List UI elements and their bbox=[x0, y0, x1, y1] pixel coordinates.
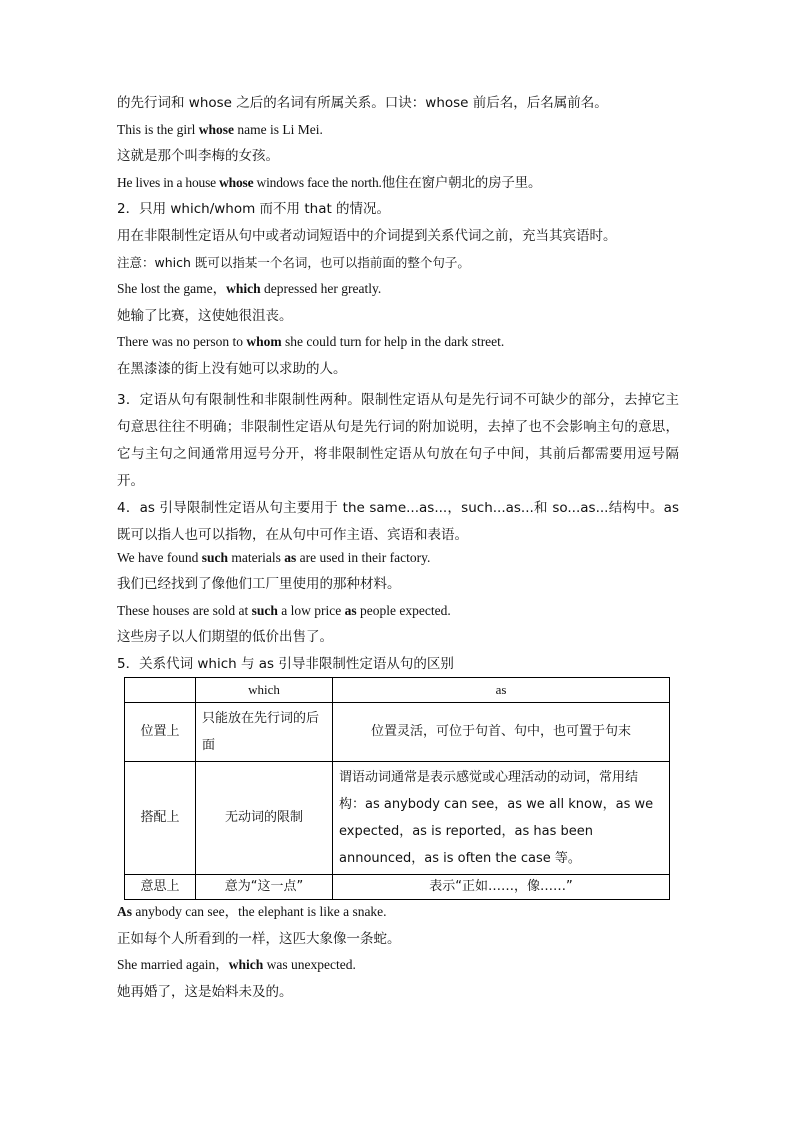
table-row bbox=[125, 702, 670, 761]
text-span: was unexpected. bbox=[263, 957, 356, 973]
text-span: depressed her greatly. bbox=[260, 281, 382, 297]
translation: 这些房子以人们期望的低价出售了。 bbox=[117, 629, 333, 646]
translation: 她再婚了，这是始料未及的。 bbox=[117, 983, 293, 1000]
table-cell: 位置上 bbox=[125, 702, 196, 761]
translation: 正如每个人所看到的一样，这匹大象像一条蛇。 bbox=[117, 930, 401, 947]
keyword: which bbox=[228, 957, 264, 973]
table-cell: 谓语动词通常是表示感觉或心理活动的动词，常用结构：as anybody can see，as we all know，as we expected，as is reported，as has been announced，as is often the case 等。 bbox=[333, 761, 670, 874]
text-span: people expected. bbox=[356, 602, 451, 618]
comparison-table bbox=[124, 677, 670, 900]
text-span: There was no person to bbox=[117, 334, 247, 350]
text-line: 用在非限制性定语从句中或者动词短语中的介词提到关系代词之前，充当其宾语时。 bbox=[117, 227, 617, 244]
table-header-row bbox=[125, 677, 670, 702]
text-span: she could turn for help in the dark street. bbox=[281, 334, 505, 350]
keyword: whose bbox=[219, 174, 254, 190]
table-row bbox=[125, 761, 670, 874]
keyword: as bbox=[284, 549, 297, 565]
example-sentence bbox=[117, 280, 679, 298]
text-span: are used in their factory. bbox=[296, 549, 431, 565]
table-header-cell: which bbox=[196, 677, 333, 702]
example-sentence bbox=[117, 549, 679, 567]
text-span: name is Li Mei. bbox=[234, 121, 323, 137]
text-span: She lost the game， bbox=[117, 281, 227, 297]
table-row bbox=[125, 874, 670, 899]
keyword: such bbox=[251, 602, 278, 618]
section-paragraph: 4．as 引导限制性定语从句主要用于 the same...as...，such...as...和 so...as...结构中。as 既可以指人也可以指物，在从句中可作主语、宾语和表语。 bbox=[117, 499, 679, 543]
keyword: as bbox=[344, 602, 357, 618]
section-heading: 2．只用 which/whom 而不用 that 的情况。 bbox=[117, 201, 391, 218]
section-heading: 5．关系代词 which 与 as 引导非限制性定语从句的区别 bbox=[117, 655, 454, 672]
translation: 这就是那个叫李梅的女孩。 bbox=[117, 148, 279, 165]
example-sentence bbox=[117, 602, 679, 620]
text-span: We have found bbox=[117, 549, 202, 565]
example-sentence bbox=[117, 956, 679, 974]
keyword: As bbox=[117, 903, 133, 919]
note-line: 注意：which 既可以指某一个名词，也可以指前面的整个句子。 bbox=[117, 254, 470, 270]
table-cell: 表示“正如……，像……” bbox=[333, 874, 670, 899]
text-span: This is the girl bbox=[117, 121, 199, 137]
table-header-cell bbox=[125, 677, 196, 702]
table-cell: 意为“这一点” bbox=[196, 874, 333, 899]
keyword: such bbox=[201, 549, 229, 565]
table-cell: 只能放在先行词的后面 bbox=[196, 702, 333, 761]
text-span: materials bbox=[228, 549, 285, 565]
text-span: a low price bbox=[277, 602, 345, 618]
keyword: whose bbox=[198, 121, 235, 137]
document-body bbox=[117, 94, 679, 1009]
example-sentence bbox=[117, 174, 679, 192]
example-sentence bbox=[117, 903, 679, 921]
translation: 在黑漆漆的街上没有她可以求助的人。 bbox=[117, 360, 347, 377]
table-cell: 无动词的限制 bbox=[196, 761, 333, 874]
text-line: 的先行词和 whose 之后的名词有所属关系。口诀：whose 前后名，后名属前名。 bbox=[117, 95, 608, 111]
table-cell: 搭配上 bbox=[125, 761, 196, 874]
table-cell: 意思上 bbox=[125, 874, 196, 899]
table-header-cell: as bbox=[333, 677, 670, 702]
translation: 我们已经找到了像他们工厂里使用的那种材料。 bbox=[117, 576, 401, 593]
keyword: whom bbox=[246, 334, 282, 350]
text-span: She married again， bbox=[117, 957, 229, 973]
example-sentence bbox=[117, 333, 679, 351]
text-span: These houses are sold at bbox=[117, 602, 252, 618]
text-span: windows face the north.他住在窗户朝北的房子里。 bbox=[253, 174, 542, 190]
translation: 她输了比赛，这使她很沮丧。 bbox=[117, 307, 293, 324]
example-sentence bbox=[117, 121, 679, 139]
keyword: which bbox=[226, 281, 261, 297]
text-span: He lives in a house bbox=[117, 174, 220, 190]
text-span: anybody can see，the elephant is like a snake. bbox=[132, 903, 387, 919]
table-cell: 位置灵活，可位于句首、句中，也可置于句末 bbox=[333, 702, 670, 761]
section-paragraph: 3．定语从句有限制性和非限制性两种。限制性定语从句是先行词不可缺少的部分，去掉它主句意思往往不明确；非限制性定语从句是先行词的附加说明，去掉了也不会影响主句的意思，它与主句之间通常用逗号分开，将非限制性定语从句放在句子中间，其前后都需要用逗号隔开。 bbox=[117, 391, 679, 489]
